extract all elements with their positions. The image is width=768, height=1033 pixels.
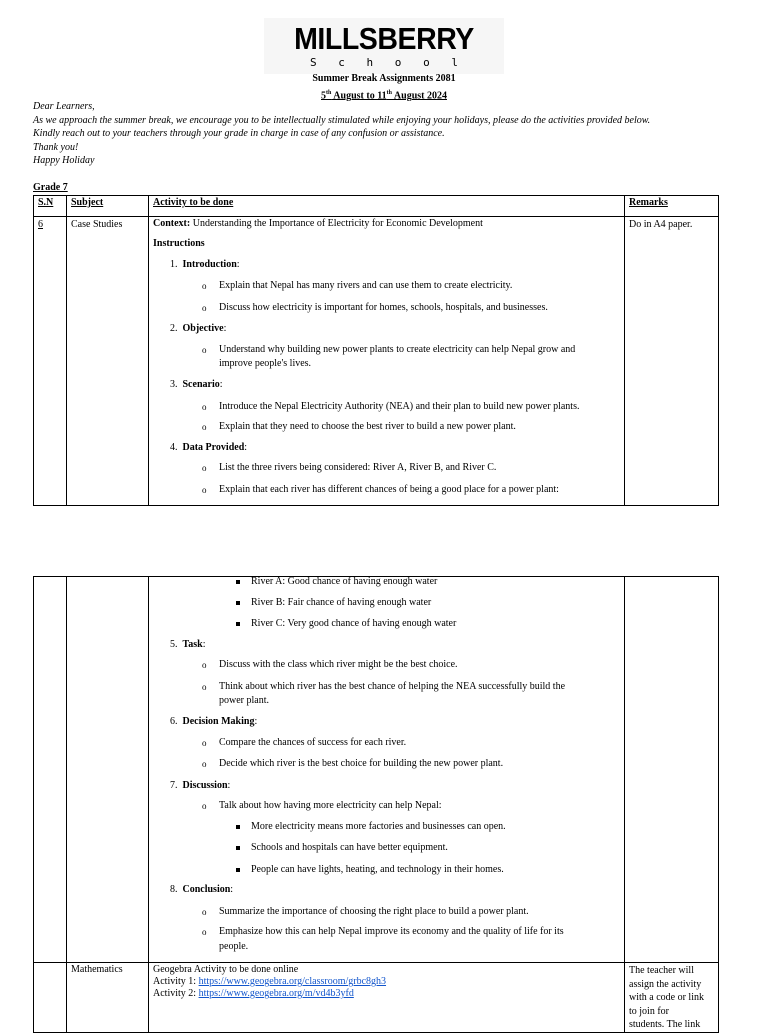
cell-remarks [625,577,719,963]
sub-item: Explain that each river has different chances of being a good place for a power plant: [219,484,559,495]
header-subject: Subject [67,196,149,217]
step-introduction: 1. Introduction: [170,259,240,270]
sub-item: Compare the chances of success for each river. [219,737,407,748]
activity-intro: Geogebra Activity to be done online [153,964,299,975]
sub-item: Understand why building new power plants to create electricity can help Nepal grow and [219,344,576,355]
benefit-item: More electricity means more factories and businesses can open. [251,821,506,832]
bullet-icon: o [202,485,207,495]
cell-sn: 6 [34,217,67,506]
logo-wordmark: MILLSBERRY [294,21,474,56]
bullet-icon: o [202,738,207,748]
sub-item: Introduce the Nepal Electricity Authority (NEA) and their plan to build new power plants. [219,401,580,412]
activity-1-link[interactable]: https://www.geogebra.org/classroom/grbc8gh3 [198,976,387,987]
benefit-item: People can have lights, heating, and technology in their homes. [251,864,504,875]
intro-line: As we approach the summer break, we encourage you to be intellectually stimulated while enjoying your holidays, please do the activities provided below. [33,114,651,126]
sub-item: Summarize the importance of choosing the right place to build a power plant. [219,906,529,917]
school-logo [264,18,504,74]
signoff-line: Happy Holiday [33,155,95,166]
cell-remarks: The teacher will assign the activity with a code or link to join for students. The link [625,963,719,1033]
sub-item: Talk about how having more electricity can help Nepal: [219,800,442,811]
sub-item: Discuss how electricity is important for homes, schools, hospitals, and businesses. [219,302,548,313]
cell-subject: Mathematics [67,963,149,1033]
activity-1-line: Activity 1: https://www.geogebra.org/classroom/grbc8gh3 [153,976,387,987]
sub-item-continued: improve people's lives. [219,358,312,369]
bullet-icon: o [202,660,207,670]
activity-2-line: Activity 2: https://www.geogebra.org/m/vd4b3yfd [153,988,354,999]
cell-subject [67,577,149,963]
cell-activity [149,963,625,1033]
bullet-icon: o [202,682,207,692]
table-row [34,963,719,1033]
river-item: River C: Very good chance of having enough water [251,618,457,629]
square-bullet-icon [236,868,240,872]
logo-subtitle: S c h o o l [310,56,458,69]
benefit-item: Schools and hospitals can have better equipment. [251,842,448,853]
sub-item: Explain that Nepal has many rivers and can use them to create electricity. [219,280,513,291]
bullet-icon: o [202,907,207,917]
step-scenario: 3. Scenario: [170,379,223,390]
square-bullet-icon [236,846,240,850]
instructions-heading: Instructions [153,238,205,249]
river-item: River B: Fair chance of having enough water [251,597,432,608]
sub-item: Think about which river has the best chance of helping the NEA successfully build the [219,681,566,692]
bullet-icon: o [202,463,207,473]
document-date: 5th August to 11th August 2024 [321,90,447,102]
table-header-row [34,196,719,217]
square-bullet-icon [236,580,240,584]
square-bullet-icon [236,622,240,626]
step-conclusion: 8. Conclusion: [170,884,234,895]
cell-subject: Case Studies [67,217,149,506]
sub-item: Explain that they need to choose the best river to build a new power plant. [219,421,516,432]
square-bullet-icon [236,825,240,829]
sub-item: List the three rivers being considered: River A, River B, and River C. [219,462,497,473]
bullet-icon: o [202,759,207,769]
sub-item: Emphasize how this can help Nepal improve its economy and the quality of life for its [219,926,564,937]
bullet-icon: o [202,422,207,432]
intro-line: Kindly reach out to your teachers through your grade in charge in case of any confusion or assistance. [33,128,445,139]
header-remarks: Remarks [625,196,719,217]
step-discussion: 7. Discussion: [170,780,231,791]
sub-item-continued: power plant. [219,695,269,706]
thanks-line: Thank you! [33,141,79,153]
bullet-icon: o [202,303,207,313]
river-item: River A: Good chance of having enough water [251,576,438,587]
bullet-icon: o [202,345,207,355]
sub-item-continued: people. [219,941,249,952]
header-sn: S.N [34,196,67,217]
cell-sn [34,577,67,963]
sub-item: Decide which river is the best choice for building the new power plant. [219,758,504,769]
context-line: Context: Understanding the Importance of Electricity for Economic Development [153,218,483,229]
bullet-icon: o [202,801,207,811]
document-title: Summer Break Assignments 2081 [312,73,456,84]
cell-sn [34,963,67,1033]
grade-heading: Grade 7 [33,182,68,193]
header-activity: Activity to be done [149,196,625,217]
sub-item: Discuss with the class which river might be the best choice. [219,659,458,670]
step-objective: 2. Objective: [170,323,227,334]
bullet-icon: o [202,402,207,412]
greeting: Dear Learners, [33,101,95,112]
activity-2-link[interactable]: https://www.geogebra.org/m/vd4b3yfd [198,988,354,999]
bullet-icon: o [202,281,207,291]
step-decision-making: 6. Decision Making: [170,716,258,727]
bullet-icon: o [202,927,207,937]
intro-message [33,100,650,168]
step-task: 5. Task: [170,639,206,650]
cell-remarks: Do in A4 paper. [625,217,719,506]
step-data-provided: 4. Data Provided: [170,442,248,453]
square-bullet-icon [236,601,240,605]
